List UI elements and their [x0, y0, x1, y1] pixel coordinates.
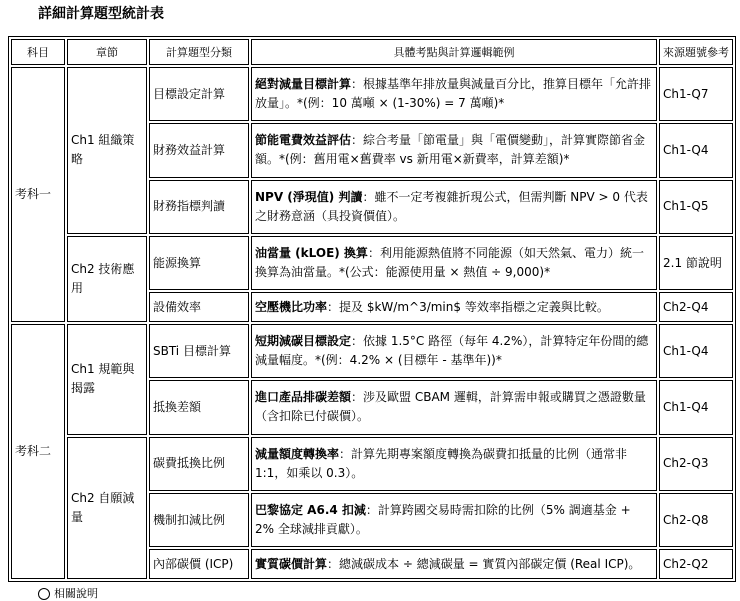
type-cell: 財務指標判讀: [149, 180, 249, 234]
key-point: NPV (淨現值) 判讀: [255, 189, 363, 204]
source-cell: Ch1-Q4: [659, 123, 733, 177]
source-cell: Ch1-Q4: [659, 380, 733, 434]
key-point: 實質碳價計算: [255, 556, 328, 571]
table-row: [11, 437, 733, 491]
header-subject: 科目: [11, 39, 65, 65]
header-type: 計算題型分類: [149, 39, 249, 65]
type-cell: 目標設定計算: [149, 67, 249, 121]
source-cell: Ch1-Q7: [659, 67, 733, 121]
detail-text: ：計算跨國交易時需扣除的比例（5% 調適基金 + 2% 全球減排貢獻）。: [255, 503, 631, 537]
table-row: [11, 324, 733, 378]
detail-cell: [251, 180, 657, 234]
footer-text: 相關說明: [54, 587, 98, 600]
detail-text: ：雖不一定考複雜折現公式，但需判斷 NPV > 0 代表之財務意涵（具投資價值）。: [255, 189, 648, 223]
detail-cell: [251, 123, 657, 177]
info-circle-icon: [38, 588, 50, 600]
detail-cell: [251, 292, 657, 322]
chapter-cell: Ch2 技術應用: [67, 236, 147, 322]
key-point: 空壓機比功率: [255, 299, 328, 314]
subject-cell: 考科二: [11, 324, 65, 579]
key-point: 節能電費效益評估: [255, 133, 352, 148]
type-cell: 能源換算: [149, 236, 249, 290]
detail-cell: [251, 67, 657, 121]
chapter-cell: Ch1 組織策略: [67, 67, 147, 234]
chapter-cell: Ch2 自願減量: [67, 437, 147, 579]
detail-cell: [251, 380, 657, 434]
detail-text: ：提及 $kW/m^3/min$ 等效率指標之定義與比較。: [327, 299, 609, 314]
calculation-stats-table: [8, 36, 736, 582]
detail-cell: [251, 236, 657, 290]
type-cell: 碳費抵換比例: [149, 437, 249, 491]
type-cell: 設備效率: [149, 292, 249, 322]
header-source: 來源題號參考: [659, 39, 733, 65]
key-point: 減量額度轉換率: [255, 446, 340, 461]
key-point: 巴黎協定 A6.4 扣減: [255, 503, 366, 518]
header-detail: 具體考點與計算邏輯範例: [251, 39, 657, 65]
type-cell: 財務效益計算: [149, 123, 249, 177]
source-cell: 2.1 節說明: [659, 236, 733, 290]
type-cell: SBTi 目標計算: [149, 324, 249, 378]
detail-text: ：計算先期專案額度轉換為碳費扣抵量的比例（通常非 1:1，如乘以 0.3）。: [255, 446, 628, 480]
chapter-cell: Ch1 規範與揭露: [67, 324, 147, 435]
detail-cell: [251, 437, 657, 491]
header-chapter: 章節: [67, 39, 147, 65]
source-cell: Ch2-Q8: [659, 493, 733, 547]
detail-text: ：利用能源熱值將不同能源（如天然氣、電力）統一換算為油當量。*(公式：能源使用量 × 熱值 ÷ 9,000)*: [255, 246, 644, 280]
source-cell: Ch2-Q3: [659, 437, 733, 491]
document-title: 詳細計算題型統計表: [38, 6, 164, 22]
table-header-row: [11, 39, 733, 65]
source-cell: Ch1-Q5: [659, 180, 733, 234]
table-row: [11, 236, 733, 290]
source-cell: Ch1-Q4: [659, 324, 733, 378]
source-cell: Ch2-Q2: [659, 549, 733, 579]
type-cell: 內部碳價 (ICP): [149, 549, 249, 579]
detail-text: ：依據 1.5°C 路徑（每年 4.2%），計算特定年份間的總減量幅度。*(例：4.2% × (目標年 - 基準年))*: [255, 334, 649, 368]
type-cell: 抵換差額: [149, 380, 249, 434]
detail-text: ：綜合考量「節電量」與「電價變動」，計算實際節省金額。*(例：舊用電×舊費率 vs 新用電×新費率，計算差額)*: [255, 133, 646, 167]
key-point: 短期減碳目標設定: [255, 334, 352, 349]
detail-cell: [251, 549, 657, 579]
detail-text: ：總減碳成本 ÷ 總減碳量 = 實質內部碳定價 (Real ICP)。: [327, 556, 641, 571]
key-point: 進口產品排碳差額: [255, 390, 352, 405]
table-row: [11, 67, 733, 121]
detail-cell: [251, 324, 657, 378]
source-cell: Ch2-Q4: [659, 292, 733, 322]
footer-note: [38, 587, 98, 601]
key-point: 絕對減量目標計算: [255, 77, 352, 92]
key-point: 油當量 (kLOE) 換算: [255, 246, 368, 261]
subject-cell: 考科一: [11, 67, 65, 322]
detail-text: ：根據基準年排放量與減量百分比，推算目標年「允許排放量」。*(例：10 萬噸 × (1-30%) = 7 萬噸)*: [255, 77, 652, 111]
detail-cell: [251, 493, 657, 547]
type-cell: 機制扣減比例: [149, 493, 249, 547]
detail-text: ：涉及歐盟 CBAM 邏輯，計算需申報或購買之憑證數量（含扣除已付碳價）。: [255, 390, 646, 424]
